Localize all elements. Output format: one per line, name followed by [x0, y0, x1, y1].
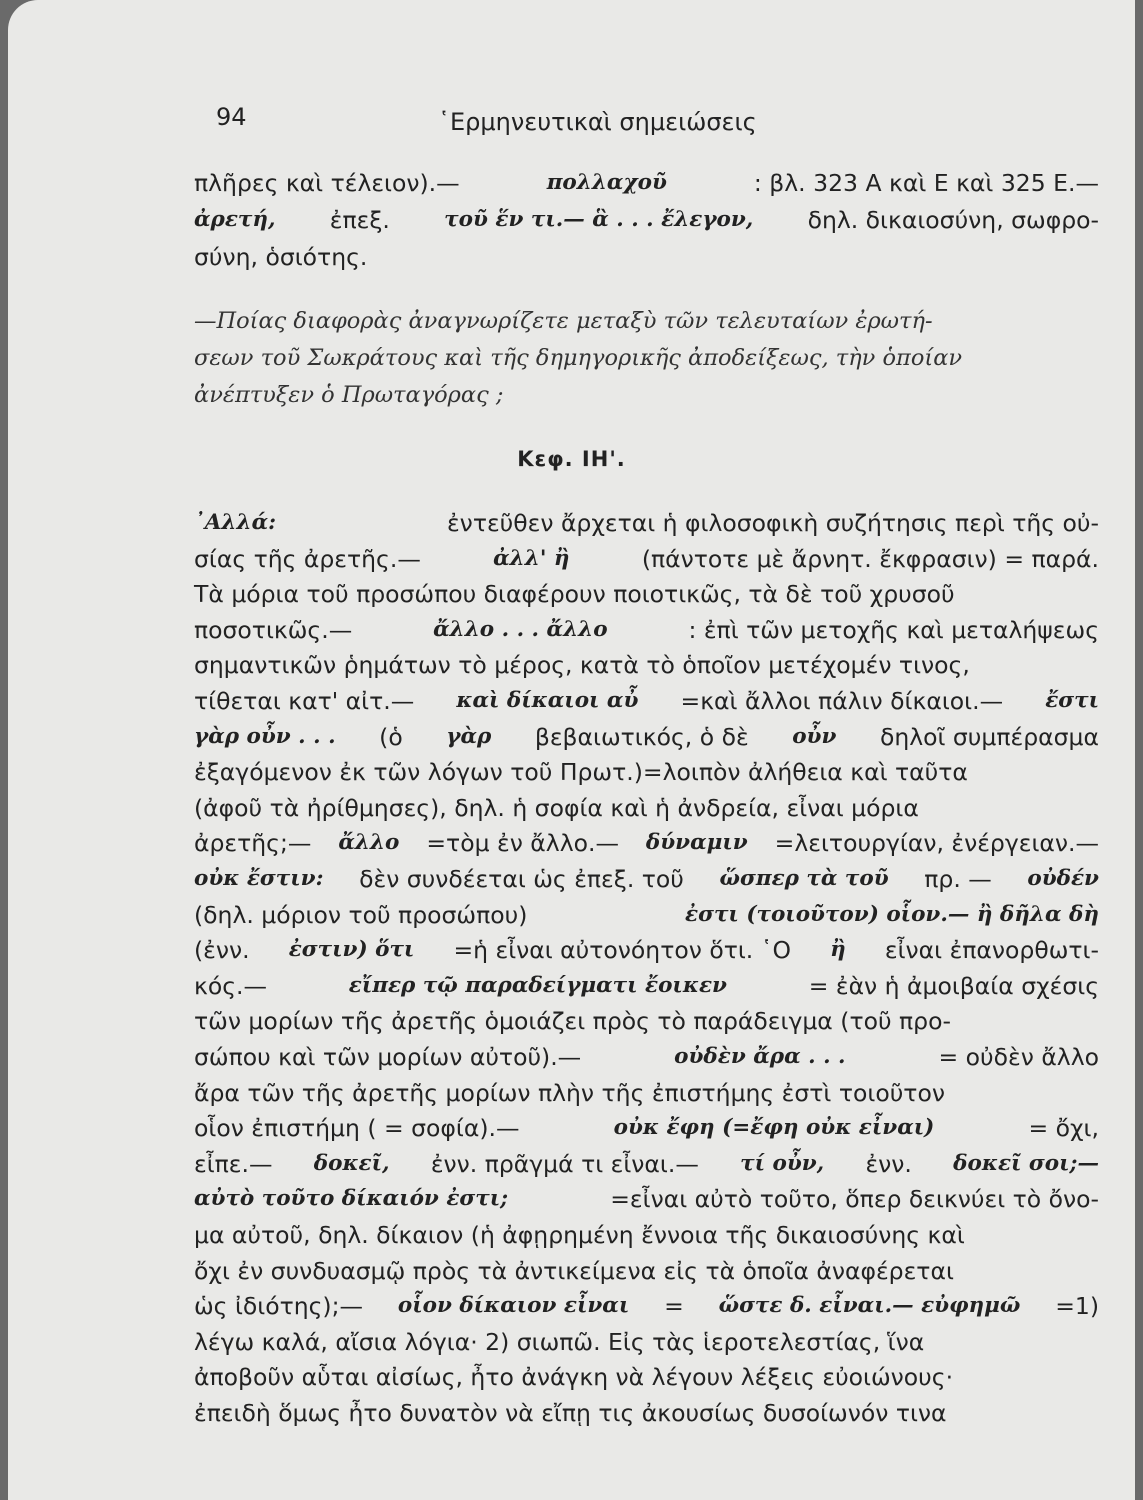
line-text: ἄρα τῶν τῆς ἀρετῆς μορίων πλὴν τῆς ἐπιστήμης ἐστὶ τοιοῦτον: [194, 1078, 945, 1107]
line-text: ἐνν.: [865, 1149, 912, 1178]
text-line: [194, 508, 1099, 538]
page-number: 94: [216, 103, 247, 131]
lemma-text: ἄλλο . . . ἄλλο: [433, 616, 608, 642]
lemma-text: ὥστε δ. εἶναι.— εὐφημῶ: [718, 1293, 1021, 1319]
lemma-text: οὐκ ἔστιν:: [194, 866, 324, 891]
line-text: =καὶ ἄλλοι πάλιν δίκαιοι.—: [680, 687, 1004, 715]
lemma-text: ἐστιν) ὅτι: [288, 937, 415, 963]
text-line: [194, 686, 1099, 716]
lemma-text: οὐδέν: [1027, 866, 1099, 891]
line-text: Τὰ μόρια τοῦ προσώπου διαφέρουν ποιοτικῶς, τὰ δὲ τοῦ χρυσοῦ: [194, 580, 955, 609]
text-line: [194, 864, 1099, 894]
text-line: [194, 615, 1099, 645]
line-text: =: [664, 1292, 684, 1321]
text-line: [194, 1327, 1099, 1357]
line-text: (πάντοτε μὲ ἄρνητ. ἔκφρασιν) = παρά.: [641, 544, 1099, 573]
line-text: : βλ. 323 Α καὶ Ε καὶ 325 Ε.—: [753, 169, 1099, 197]
line-text: ἀρετῆς;—: [194, 829, 312, 858]
line-text: εἶπε.—: [194, 1149, 273, 1178]
line-text: ἐπειδὴ ὅμως ἦτο δυνατὸν νὰ εἴπῃ τις ἀκουσίως δυσοίωνόν τινα: [194, 1399, 947, 1427]
line-text: σημαντικῶν ῥημάτων τὸ μέρος, κατὰ τὸ ὁποῖον μετέχομέν τινος,: [194, 651, 970, 680]
line-text: πλῆρες καὶ τέλειον).—: [194, 169, 460, 197]
lemma-text: ἄλλο: [338, 830, 400, 856]
lemma-text: ᾿Αλλά:: [194, 510, 277, 535]
text-line: [194, 1362, 1099, 1392]
line-text: δηλοῖ συμπέρασμα: [879, 722, 1099, 751]
line-text: σεων τοῦ Σωκράτους καὶ τῆς δημηγορικῆς ἀποδείξεως, τὴν ὁποίαν: [194, 345, 963, 371]
line-text: κός.—: [194, 971, 267, 1000]
line-text: =εἶναι αὐτὸ τοῦτο, ὅπερ δεικνύει τὸ ὄνο-: [610, 1185, 1099, 1214]
line-text: εἶναι ἐπανορθωτι-: [884, 936, 1099, 965]
text-line: [194, 828, 1099, 858]
lemma-text: δύναμιν: [645, 830, 748, 856]
text-line: [194, 1113, 1099, 1143]
lemma-text: τί οὖν,: [740, 1150, 825, 1176]
lemma-text: πολλαχοῦ: [546, 170, 667, 195]
line-text: = οὐδὲν ἄλλο: [938, 1043, 1099, 1071]
line-text: ἐξαγόμενον ἐκ τῶν λόγων τοῦ Πρωτ.)=λοιπὸν ἀλήθεια καὶ ταῦτα: [194, 758, 968, 787]
lemma-text: αὐτὸ τοῦτο δίκαιόν ἐστι;: [194, 1186, 509, 1212]
text-line: [194, 1006, 1099, 1036]
text-line: [194, 757, 1099, 787]
line-text: : ἐπὶ τῶν μετοχῆς καὶ μεταλήψεως: [688, 615, 1099, 644]
line-text: ἐντεῦθεν ἄρχεται ἡ φιλοσοφικὴ συζήτησις περὶ τῆς οὐ-: [446, 509, 1099, 537]
lemma-text: γὰρ οὖν . . .: [194, 723, 336, 749]
text-line: [194, 1078, 1099, 1108]
lemma-text: εἴπερ τῷ παραδείγματι ἔοικεν: [348, 972, 727, 998]
line-text: =1): [1055, 1292, 1099, 1321]
text-line: [194, 1220, 1099, 1250]
line-text: λέγω καλά, αἴσια λόγια· 2) σιωπῶ. Εἰς τὰς ἱεροτελεστίας, ἵνα: [194, 1327, 925, 1356]
line-text: ὡς ἰδιότης);—: [194, 1292, 364, 1321]
lemma-text: ἀλλ' ἢ: [493, 545, 570, 571]
text-line: [194, 168, 1099, 198]
line-text: ἐνν. πρᾶγμά τι εἶναι.—: [430, 1149, 699, 1178]
text-line: [194, 900, 1099, 930]
text-line: [194, 380, 1099, 410]
line-text: ποσοτικῶς.—: [194, 615, 353, 644]
line-text: (ὁ: [379, 722, 403, 751]
text-line: [194, 343, 1099, 373]
chapter-heading: Κεφ. ΙΗ'.: [517, 447, 626, 471]
lemma-text: δοκεῖ,: [313, 1150, 390, 1176]
lemma-text: οὐδὲν ἄρα . . .: [674, 1044, 846, 1069]
line-text: (ἐνν.: [194, 936, 250, 965]
text-line: [194, 650, 1099, 680]
line-text: οἷον ἐπιστήμη ( = σοφία).—: [194, 1114, 520, 1143]
lemma-text: οὐκ ἔφη (=ἔφη οὐκ εἶναι): [613, 1115, 935, 1141]
lemma-text: γὰρ: [446, 723, 492, 749]
text-line: [194, 1256, 1099, 1286]
text-line: [194, 722, 1099, 752]
line-text: = ὄχι,: [1028, 1114, 1099, 1143]
line-text: —Ποίας διαφορὰς ἀναγνωρίζετε μεταξὺ τῶν τελευταίων ἐρωτή-: [194, 308, 933, 334]
line-text: (ἀφοῦ τὰ ἠρίθμησες), δηλ. ἡ σοφία καὶ ἡ ἀνδρεία, εἶναι μόρια: [194, 793, 919, 822]
line-text: ὄχι ἐν συνδυασμῷ πρὸς τὰ ἀντικείμενα εἰς τὰ ὁποῖα ἀναφέρεται: [194, 1256, 954, 1285]
lemma-text: ἐστι (τοιοῦτον) οἷον.— ἢ δῆλα δὴ: [685, 901, 1099, 927]
line-text: ἐπεξ.: [329, 206, 390, 234]
book-page: [8, 0, 1135, 1500]
lemma-text: ἢ: [830, 937, 846, 963]
text-line: [194, 544, 1099, 574]
line-text: =λειτουργίαν, ἐνέργειαν.—: [774, 829, 1099, 858]
line-text: τίθεται κατ' αἰτ.—: [194, 687, 415, 715]
text-line: [194, 1291, 1099, 1321]
line-text: τῶν μορίων τῆς ἀρετῆς ὁμοιάζει πρὸς τὸ παράδειγμα (τοῦ προ-: [194, 1007, 951, 1036]
line-text: δὲν συνδέεται ὡς ἐπεξ. τοῦ: [359, 865, 684, 893]
line-text: πρ. —: [924, 865, 992, 893]
lemma-text: ἀρετή,: [194, 207, 276, 232]
line-text: βεβαιωτικός, ὁ δὲ: [534, 722, 749, 751]
text-line: [194, 1398, 1099, 1428]
line-text: δηλ. δικαιοσύνη, σωφρο-: [807, 206, 1099, 234]
line-text: μα αὐτοῦ, δηλ. δίκαιον (ἡ ἀφῃρημένη ἔννοια τῆς δικαιοσύνης καὶ: [194, 1221, 965, 1249]
text-line: [194, 793, 1099, 823]
text-line: [194, 935, 1099, 965]
lemma-text: δοκεῖ σοι;—: [953, 1150, 1099, 1176]
line-text: = ἐὰν ἡ ἀμοιβαία σχέσις: [808, 971, 1099, 1000]
lemma-text: ὥσπερ τὰ τοῦ: [719, 866, 889, 891]
lemma-text: τοῦ ἕν τι.— ἃ . . . ἔλεγον,: [444, 207, 754, 232]
line-text: σώπου καὶ τῶν μορίων αὐτοῦ).—: [194, 1043, 582, 1071]
line-text: =ἡ εἶναι αὐτονόητον ὅτι. ῾Ο: [453, 936, 791, 965]
line-text: (δηλ. μόριον τοῦ προσώπου): [194, 900, 528, 929]
line-text: ἀνέπτυξεν ὁ Πρωταγόρας ;: [194, 382, 504, 408]
text-line: [194, 205, 1099, 235]
text-line: [194, 242, 1099, 272]
line-text: ἀποβοῦν αὗται αἰσίως, ἦτο ἀνάγκη νὰ λέγουν λέξεις εὐοιώνους·: [194, 1363, 954, 1392]
lemma-text: καὶ δίκαιοι αὖ: [456, 688, 639, 713]
text-line: [194, 1149, 1099, 1179]
text-line: [194, 1184, 1099, 1214]
text-line: [194, 579, 1099, 609]
lemma-text: οὖν: [792, 723, 837, 749]
text-line: [194, 306, 1099, 336]
line-text: σύνη, ὁσιότης.: [194, 243, 368, 271]
text-line: [194, 971, 1099, 1001]
line-text: σίας τῆς ἀρετῆς.—: [194, 544, 421, 573]
text-line: [194, 1042, 1099, 1072]
line-text: =τὸμ ἐν ἄλλο.—: [426, 829, 619, 858]
lemma-text: οἷον δίκαιον εἶναι: [397, 1293, 630, 1319]
lemma-text: ἔστι: [1045, 688, 1099, 713]
running-header: ῾Ερμηνευτικαὶ σημειώσεις: [438, 108, 757, 136]
